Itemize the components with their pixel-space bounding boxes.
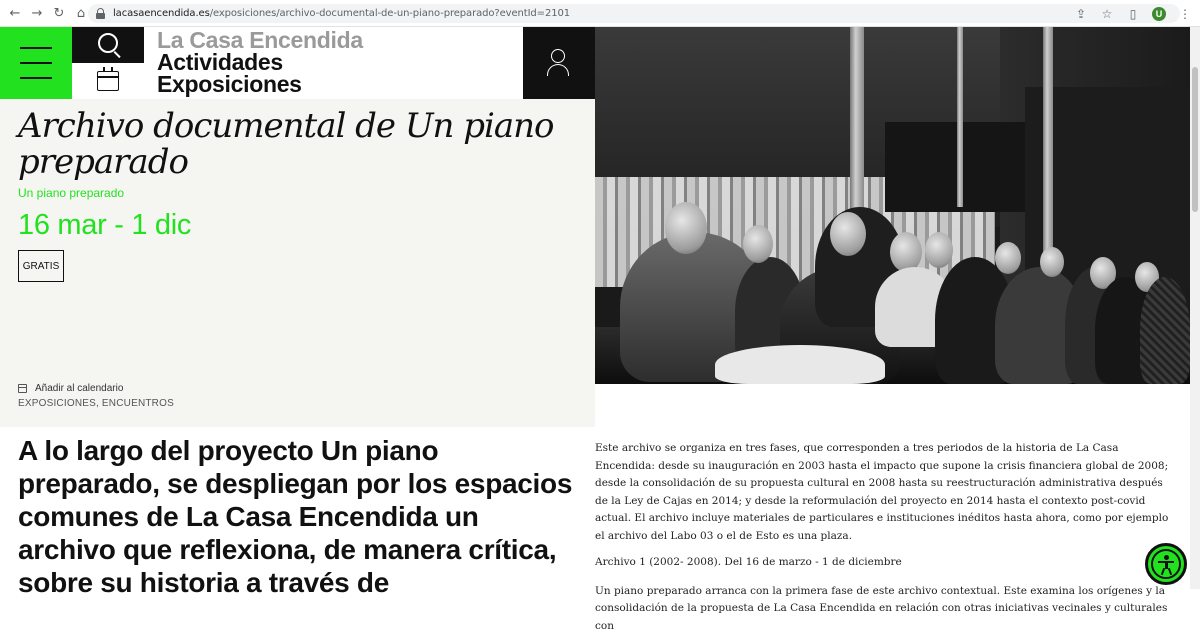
event-tags[interactable]: EXPOSICIONES, ENCUENTROS <box>18 398 174 409</box>
scrollbar-thumb[interactable] <box>1192 67 1198 212</box>
user-icon-body <box>547 64 569 76</box>
browser-toolbar <box>0 0 1200 27</box>
lock-icon[interactable] <box>96 8 105 19</box>
search-icon-handle <box>114 51 121 58</box>
calendar-icon <box>18 384 27 393</box>
url-domain: lacasaencendida.es <box>113 8 210 19</box>
reload-icon[interactable]: ↻ <box>53 5 65 21</box>
share-icon[interactable]: ⇪ <box>1075 6 1087 21</box>
search-button[interactable] <box>72 27 144 63</box>
event-dates: 16 mar - 1 dic <box>18 209 192 241</box>
browser-actions <box>1074 4 1192 23</box>
section-heading: Archivo 1 (2002- 2008). Del 16 de marzo - 1 de diciembre <box>595 556 902 568</box>
kebab-menu-icon[interactable]: ⋮ <box>1179 6 1191 21</box>
description-paragraph: Este archivo se organiza en tres fases, que corresponden a tres periodos de la historia de La Casa Encendida: desde su inauguración en 2003 hasta el impacto que supone la crisis financiera global de 2008; desde la consolidación de su propuesta cultural en 2008 hasta su reestructuración administrativa después de la Ley de Cajas en 2014; y desde la reformulación del proyecto en 2014 hasta el contexto post-covid actual. El archivo incluye materiales de particulares e instituciones inéditos hasta ahora, como por ejemplo el archivo del Labo 03 o el de Esto es una plaza. <box>595 442 1169 542</box>
section-link-actividades[interactable]: Actividades <box>157 49 283 75</box>
hamburger-line-icon <box>20 77 52 79</box>
hamburger-line-icon <box>20 62 52 64</box>
price-badge: GRATIS <box>18 250 64 282</box>
profile-avatar[interactable]: U <box>1152 7 1166 21</box>
brand-name[interactable]: La Casa Encendida <box>157 27 363 53</box>
event-lead-text: A lo largo del proyecto Un piano preparado, se despliegan por los espacios comunes de La Casa Encendida un archivo que reflexiona, de manera crítica, sobre su historia a través de <box>18 435 573 598</box>
description-paragraph: Un piano preparado arranca con la primera fase de este archivo contextual. Este examina los orígenes y la consolidación de la propuesta de La Casa Encendida en relación con otras iniciativas vecinales y culturales con <box>595 584 1168 632</box>
user-account-button[interactable] <box>523 27 595 99</box>
address-bar[interactable] <box>88 4 1180 23</box>
user-icon <box>551 49 565 63</box>
accessibility-button[interactable] <box>1145 543 1187 585</box>
forward-arrow-icon[interactable]: → <box>31 5 43 21</box>
hamburger-line-icon <box>20 47 52 49</box>
page-scrollbar[interactable] <box>1190 27 1200 589</box>
calendar-button[interactable] <box>72 63 144 99</box>
site-brand[interactable] <box>144 27 523 99</box>
bookmark-star-icon[interactable]: ☆ <box>1101 6 1113 21</box>
calendar-icon <box>97 71 119 91</box>
section-link-exposiciones[interactable]: Exposiciones <box>157 71 302 97</box>
add-to-calendar-label[interactable]: Añadir al calendario <box>35 383 124 394</box>
back-arrow-icon[interactable]: ← <box>9 5 21 21</box>
sidepanel-icon[interactable]: ▯ <box>1129 6 1137 21</box>
url-path: /exposiciones/archivo-documental-de-un-piano-preparado?eventId=2101 <box>209 8 571 19</box>
event-title: Archivo documental de Un piano preparado <box>18 106 554 182</box>
hamburger-menu-button[interactable] <box>0 27 72 99</box>
search-icon <box>98 33 118 53</box>
add-to-calendar-link[interactable] <box>18 383 123 394</box>
url-text <box>113 8 570 19</box>
home-icon[interactable]: ⌂ <box>76 5 86 21</box>
event-subtitle-link[interactable]: Un piano preparado <box>18 186 125 200</box>
accessibility-icon <box>1151 549 1181 579</box>
event-photo <box>595 27 1190 384</box>
event-description <box>595 440 1175 644</box>
